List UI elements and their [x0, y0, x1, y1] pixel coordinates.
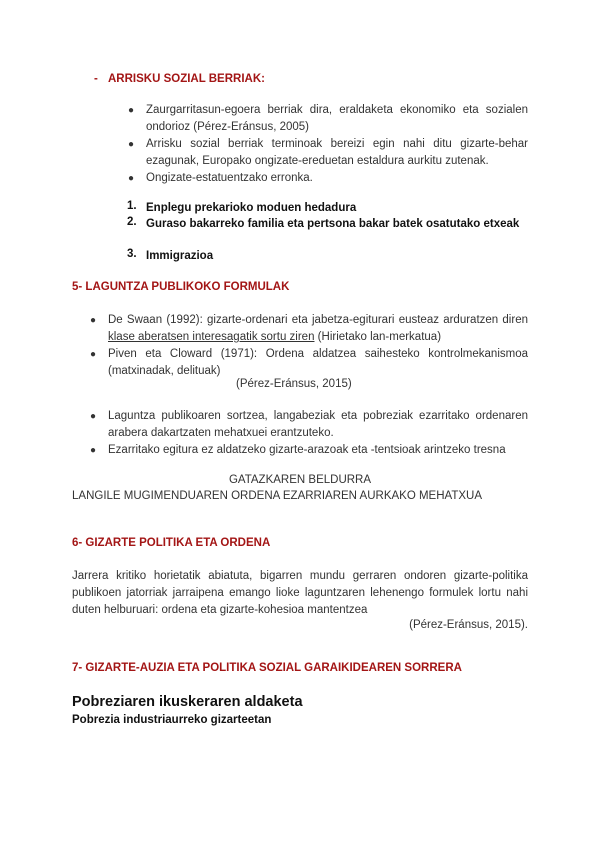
section5-citation: (Pérez-Eránsus, 2015): [236, 378, 352, 390]
section7-heading: 7- GIZARTE-AUZIA ETA POLITIKA SOZIAL GARAIKIDEAREN SORRERA: [72, 662, 462, 674]
numbered-item-num: 3.: [127, 248, 137, 260]
section5-bullet-2: Piven eta Cloward (1971): Ordena aldatzea saihesteko kontrolmekanismoa (matxinadak, delituak): [108, 348, 528, 377]
section-risks-heading: ARRISKU SOZIAL BERRIAK:: [108, 73, 265, 85]
bullet-icon: ●: [90, 445, 97, 456]
risks-bullet-3: Ongizate-estatuentzako erronka.: [146, 172, 313, 184]
numbered-item-num: 1.: [127, 200, 137, 212]
bullet-icon: ●: [128, 105, 135, 116]
fear-line-2: LANGILE MUGIMENDUAREN ORDENA EZARRIAREN AURKAKO MEHATXUA: [72, 490, 483, 502]
section5-heading: 5- LAGUNTZA PUBLIKOKO FORMULAK: [72, 281, 290, 293]
section7-subsubheading: Pobrezia industriaurreko gizarteetan: [72, 714, 272, 726]
section6-paragraph: Jarrera kritiko horietatik abiatuta, bigarren mundu gerraren ondoren gizarte-politika publikoen jatorriak jarraipena emango lioke laguntzaren lehenengo formulek lortu nahi duten helburuari: ordena eta gizarte-kohesioa mantentzea: [72, 570, 528, 616]
bullet-icon: ●: [128, 139, 135, 150]
numbered-item-3: Immigrazioa: [146, 250, 214, 262]
bullet-icon: ●: [90, 411, 97, 422]
bullet-icon: ●: [90, 315, 97, 326]
section6-citation: (Pérez-Eránsus, 2015).: [409, 619, 528, 631]
section5-bullet-4: Ezarritako egitura ez aldatzeko gizarte-arazoak eta -tentsioak arintzeko tresna: [108, 444, 506, 456]
fear-line-1: GATAZKAREN BELDURRA: [228, 474, 372, 486]
numbered-item-1: Enplegu prekarioko moduen hedadura: [146, 202, 357, 214]
section6-heading: 6- GIZARTE POLITIKA ETA ORDENA: [72, 537, 271, 549]
numbered-item-2: Guraso bakarreko familia eta pertsona bakar batek osatutako etxeak: [146, 218, 520, 230]
risks-bullet-1: Zaurgarritasun-egoera berriak dira, eraldaketa ekonomiko eta sozialen ondorioz (Pérez-Eránsus, 2005): [146, 104, 528, 133]
bullet-icon: ●: [128, 173, 135, 184]
heading-dash: -: [94, 73, 98, 85]
risks-bullet-2: Arrisku sozial berriak terminoak bereizi egin nahi ditu gizarte-behar ezagunak, Europako ongizate-ereduetan estaldura aurkitu zutenak.: [146, 138, 528, 167]
section5-bullet-1: De Swaan (1992): gizarte-ordenari eta jabetza-egiturari eusteaz arduratzen diren klase aberatsen interesagatik sortu ziren (Hirietako lan-merkatua): [108, 314, 528, 343]
section7-subheading: Pobreziaren ikuskeraren aldaketa: [72, 694, 303, 710]
underlined-phrase: klase aberatsen interesagatik sortu ziren: [108, 331, 315, 343]
section5-bullet-3: Laguntza publikoaren sortzea, langabeziak eta pobreziak ezarritako ordenaren arabera dakartzaten mehatxuei erantzuteko.: [108, 410, 528, 439]
numbered-item-num: 2.: [127, 216, 137, 228]
bullet-icon: ●: [90, 349, 97, 360]
